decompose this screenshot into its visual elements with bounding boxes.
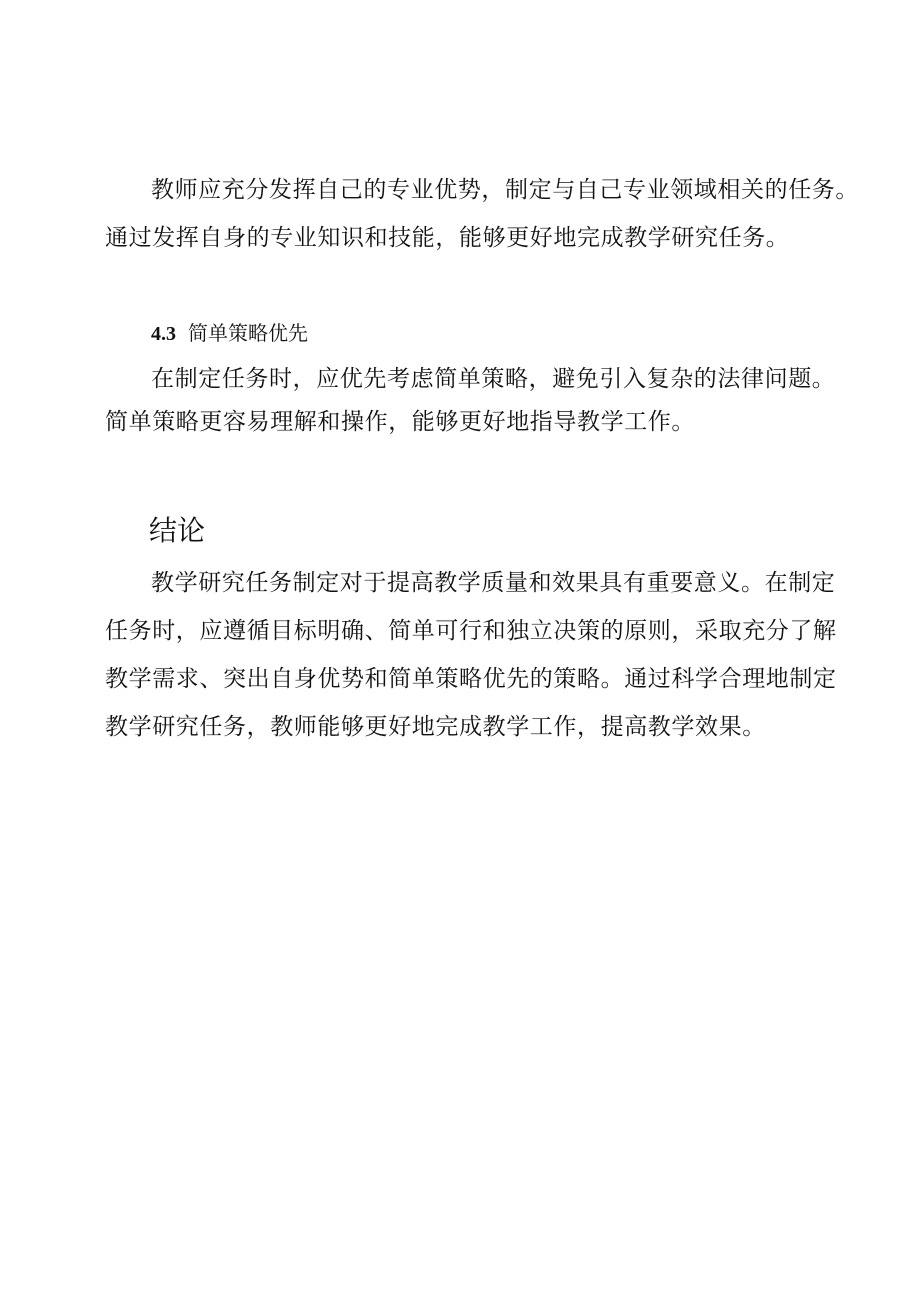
paragraph-line: 通过发挥自身的专业知识和技能，能够更好地完成教学研究任务。: [105, 225, 790, 251]
paragraph-line: 任务时，应遵循目标明确、简单可行和独立决策的原则，采取充分了解: [105, 618, 837, 644]
section-heading-4-3: [151, 318, 308, 349]
paragraph-line: 在制定任务时，应优先考虑简单策略，避免引入复杂的法律问题。: [151, 366, 836, 392]
paragraph-line: 教学研究任务制定对于提高教学质量和效果具有重要意义。在制定: [151, 570, 836, 596]
paragraph-line: 教师应充分发挥自己的专业优势，制定与自己专业领域相关的任务。: [151, 177, 859, 203]
section-title: 简单策略优先: [188, 321, 308, 345]
paragraph-line: 教学需求、突出自身优势和简单策略优先的策略。通过科学合理地制定: [105, 666, 837, 692]
paragraph-line: 简单策略更容易理解和操作，能够更好地指导教学工作。: [105, 409, 695, 435]
section-number: 4.3: [151, 323, 176, 345]
paragraph-line: 教学研究任务，教师能够更好地完成教学工作，提高教学效果。: [105, 714, 766, 740]
conclusion-heading: 结论: [149, 514, 206, 547]
